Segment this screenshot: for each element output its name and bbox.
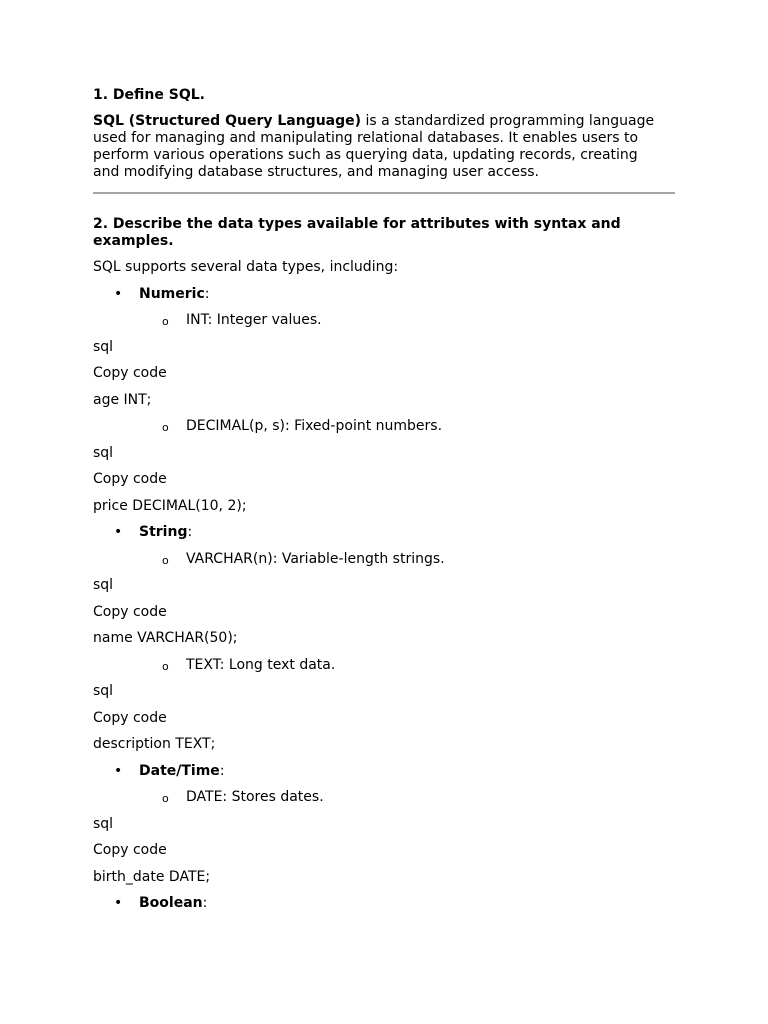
sub-mark: o xyxy=(162,315,169,328)
q1-term: SQL (Structured Query Language) xyxy=(93,113,362,129)
q2-heading xyxy=(93,216,675,250)
bullet-datetime xyxy=(93,763,675,780)
sub-item-int xyxy=(93,312,675,329)
sub-item-date-text: DATE: Stores dates. xyxy=(186,789,324,805)
sub-item-int-text: INT: Integer values. xyxy=(186,312,322,328)
code-lang-label: sql xyxy=(93,577,114,593)
sub-mark: o xyxy=(162,659,169,673)
bullet-mark: • xyxy=(114,524,123,540)
code-snippet: birth_date DATE; xyxy=(93,868,211,885)
sub-item-text xyxy=(93,657,675,674)
sub-item-varchar-text: VARCHAR(n): Variable-length strings. xyxy=(186,550,445,567)
code-lang-label: sql xyxy=(93,815,114,832)
sub-mark: o xyxy=(162,792,169,805)
sub-item-date xyxy=(93,789,675,806)
q1-definition-line-1: is a standardized programming language xyxy=(361,113,655,129)
code-lang-label: sql xyxy=(93,444,114,461)
q1-definition xyxy=(93,113,675,181)
bullet-datetime-suffix: : xyxy=(219,762,225,779)
sub-mark: o xyxy=(162,421,169,434)
code-snippet: age INT; xyxy=(93,391,152,408)
sub-item-decimal xyxy=(93,418,675,435)
q2-heading-line-2: examples. xyxy=(93,233,174,249)
sub-mark: o xyxy=(162,553,169,567)
bullet-string xyxy=(93,524,675,541)
copy-code-button[interactable]: Copy code xyxy=(93,365,167,381)
bullet-numeric-suffix: : xyxy=(204,285,210,302)
q2-heading-line-1: 2. Describe the data types available for attributes with syntax and xyxy=(93,216,621,232)
copy-code-button[interactable]: Copy code xyxy=(93,842,167,858)
code-lang-label: sql xyxy=(93,338,114,355)
document-page xyxy=(93,87,675,912)
sub-item-decimal-text: DECIMAL(p, s): Fixed-point numbers. xyxy=(186,418,443,434)
q2-intro: SQL supports several data types, including: xyxy=(93,259,399,275)
bullet-mark: • xyxy=(114,285,123,302)
q1-definition-line-3: perform various operations such as querying data, updating records, creating xyxy=(93,147,638,163)
bullet-numeric-label: Numeric xyxy=(139,285,205,302)
code-snippet: description TEXT; xyxy=(93,736,216,752)
q1-definition-line-4: and modifying database structures, and managing user access. xyxy=(93,164,539,180)
code-snippet: price DECIMAL(10, 2); xyxy=(93,497,247,514)
bullet-numeric xyxy=(93,286,675,303)
bullet-datetime-label: Date/Time xyxy=(139,762,220,779)
sub-item-text-text: TEXT: Long text data. xyxy=(186,656,336,673)
bullet-string-label: String xyxy=(139,524,188,540)
q1-definition-line-2: used for managing and manipulating relational databases. It enables users to xyxy=(93,130,639,146)
code-snippet: name VARCHAR(50); xyxy=(93,630,238,646)
bullet-boolean-suffix: : xyxy=(202,895,208,911)
copy-code-button[interactable]: Copy code xyxy=(93,709,167,726)
bullet-mark: • xyxy=(114,762,123,779)
q1-heading: 1. Define SQL. xyxy=(93,87,205,103)
copy-code-button[interactable]: Copy code xyxy=(93,603,167,620)
copy-code-button[interactable]: Copy code xyxy=(93,471,167,487)
bullet-mark: • xyxy=(114,895,123,911)
bullet-boolean-label: Boolean xyxy=(139,895,203,911)
bullet-boolean xyxy=(93,895,675,912)
sub-item-varchar xyxy=(93,551,675,568)
code-lang-label: sql xyxy=(93,683,114,699)
bullet-string-suffix: : xyxy=(187,524,193,540)
